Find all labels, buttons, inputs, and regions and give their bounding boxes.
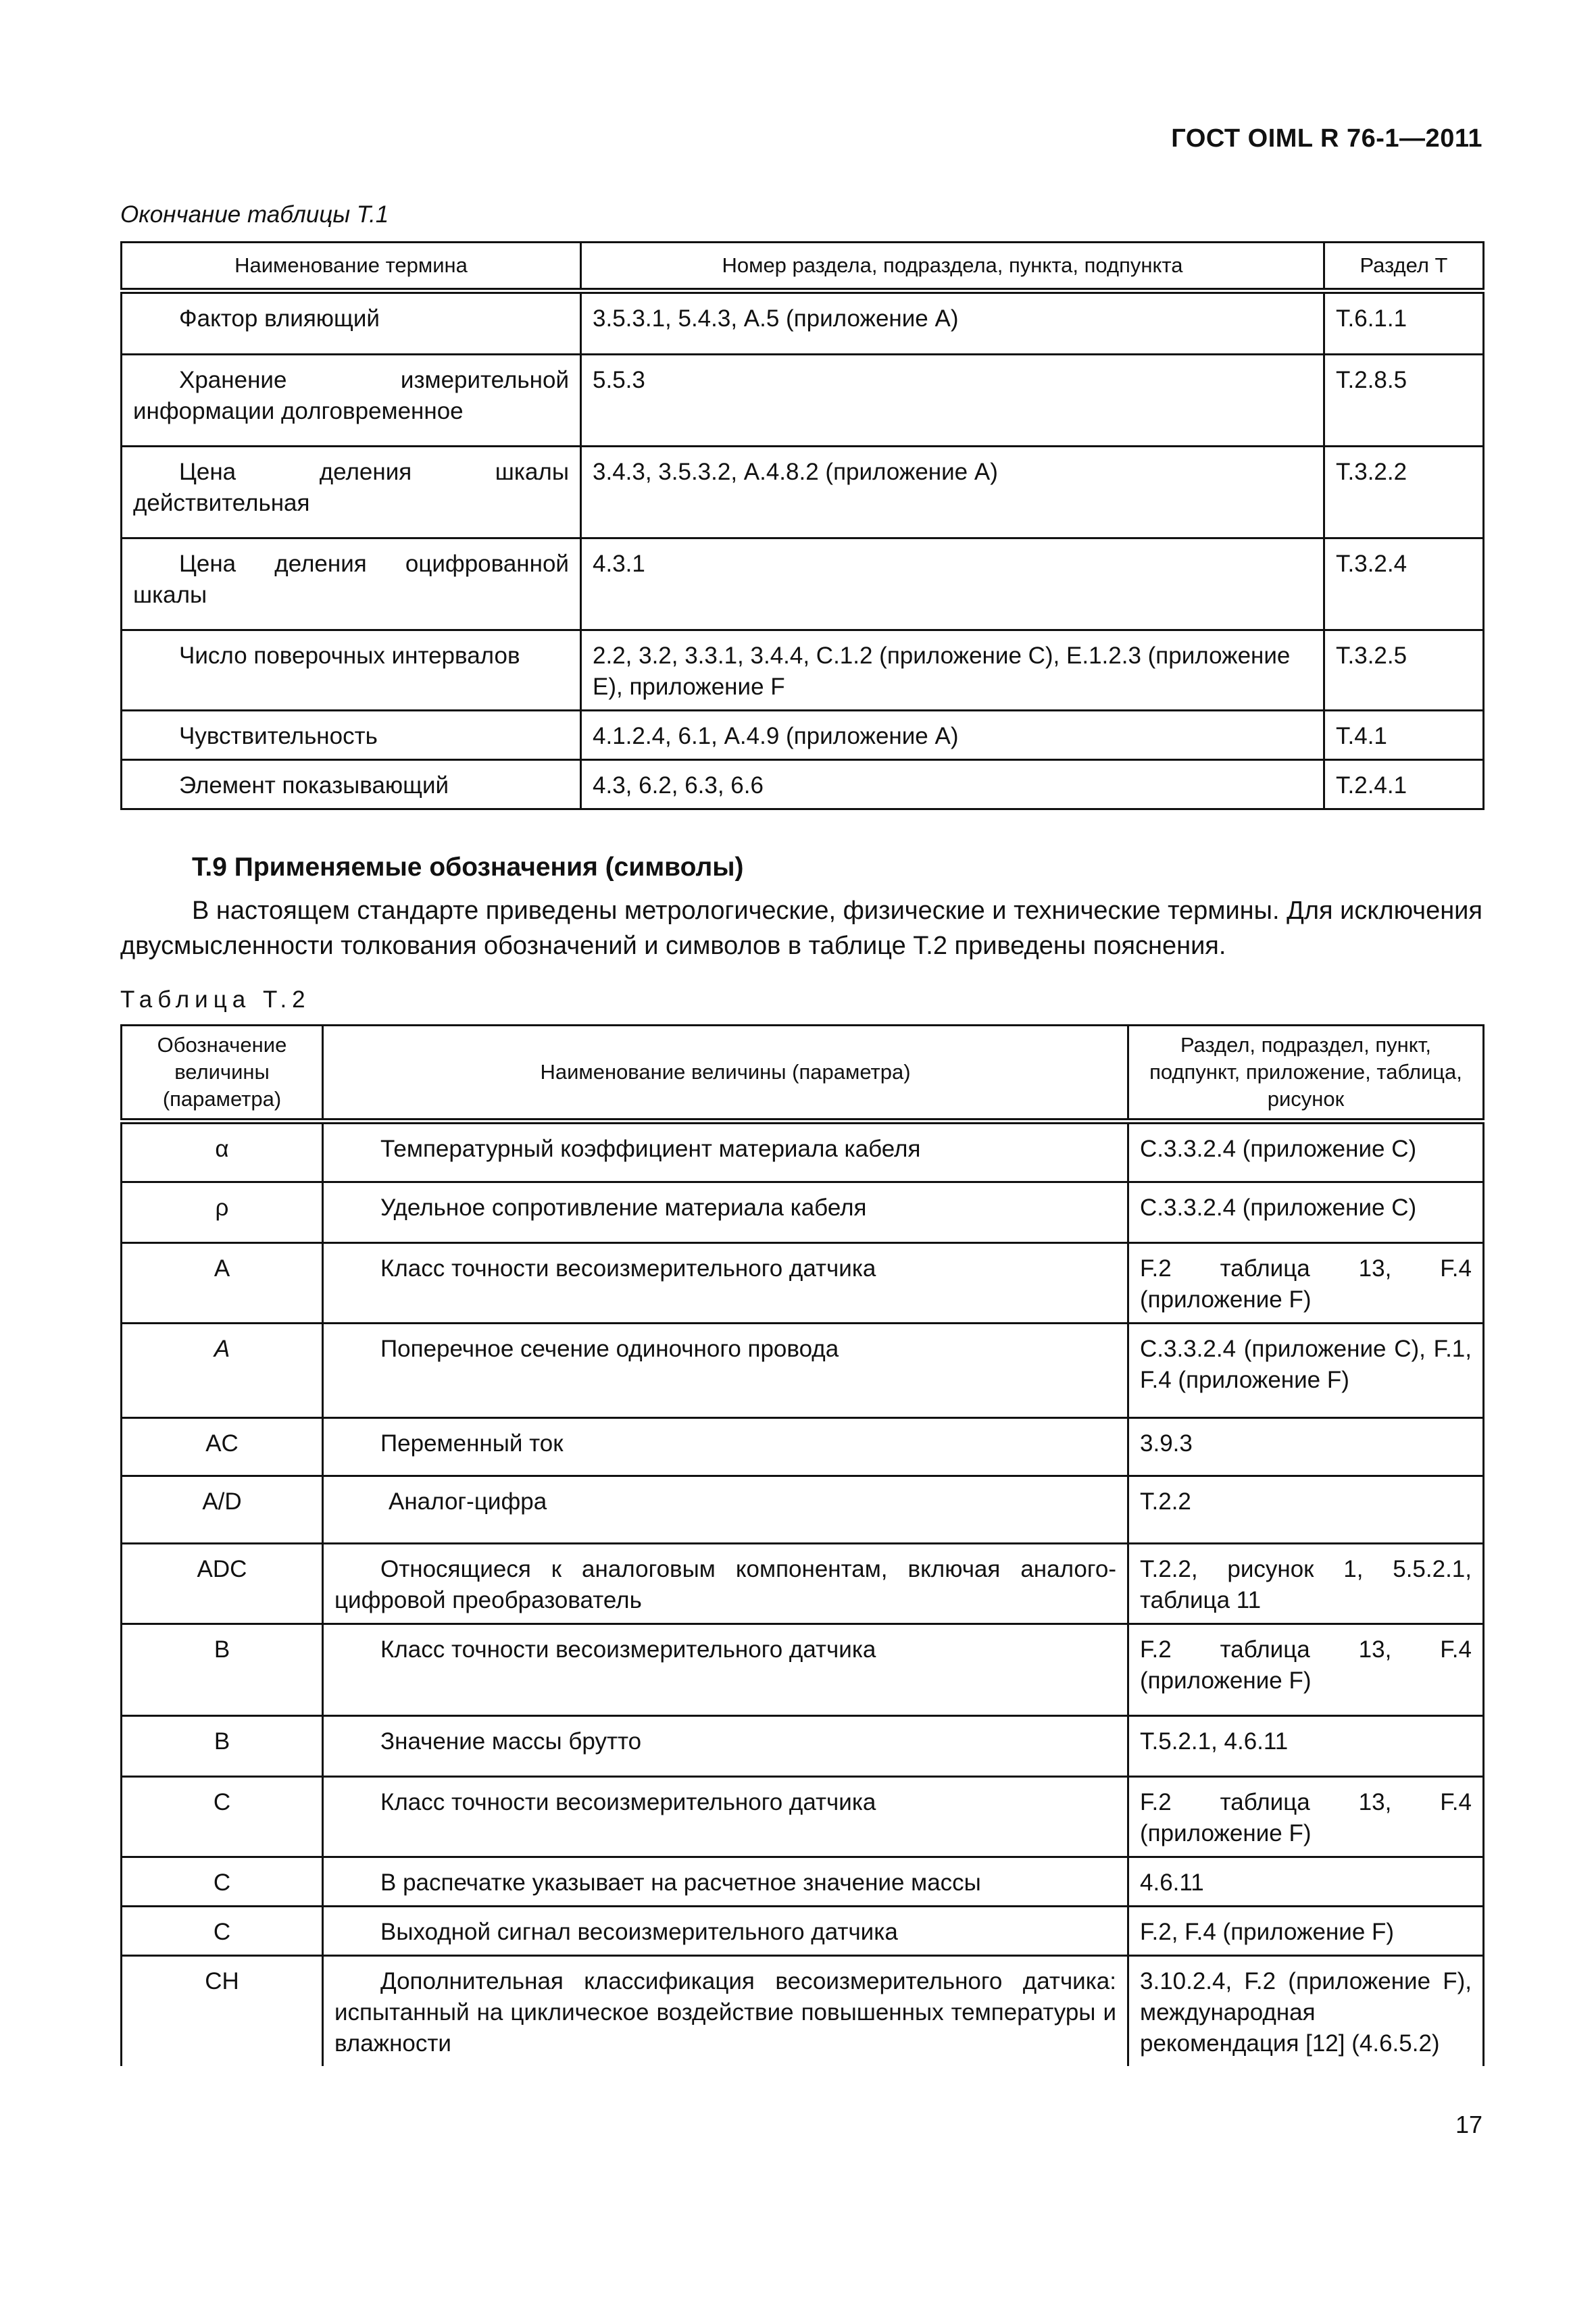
symbol-cell: α [122, 1122, 323, 1182]
name-cell: Класс точности весоизмерительного датчика [323, 1777, 1128, 1857]
ref-cell: 4.6.11 [1128, 1857, 1484, 1907]
table-row [122, 355, 1484, 447]
table-row [122, 447, 1484, 538]
refs-cell: 5.5.3 [581, 355, 1324, 447]
table-row [122, 1182, 1484, 1243]
refs-cell: 3.4.3, 3.5.3.2, А.4.8.2 (приложение А) [581, 447, 1324, 538]
symbol-cell: B [122, 1624, 323, 1716]
ref-cell: F.2 таблица 13, F.4 (приложение F) [1128, 1777, 1484, 1857]
refs-cell: 2.2, 3.2, 3.3.1, 3.4.4, С.1.2 (приложение С), Е.1.2.3 (приложение Е), приложение F [581, 630, 1324, 711]
document-code: ГОСТ OIML R 76-1—2011 [1171, 124, 1482, 153]
table-row [122, 1476, 1484, 1544]
ref-cell: F.2 таблица 13, F.4 (приложение F) [1128, 1243, 1484, 1324]
refs-cell: 4.3.1 [581, 538, 1324, 630]
name-cell: Выходной сигнал весоизмерительного датчика [323, 1907, 1128, 1956]
name-cell: Поперечное сечение одиночного провода [323, 1324, 1128, 1418]
ref-cell: F.2 таблица 13, F.4 (приложение F) [1128, 1624, 1484, 1716]
name-cell: Относящиеся к аналоговым компонентам, включая аналого-цифровой преобразователь [323, 1544, 1128, 1624]
table-t2 [120, 1024, 1485, 2066]
symbol-cell: A [122, 1243, 323, 1324]
term-cell: Хранение измерительной информации долговременное [122, 355, 581, 447]
term-cell: Элемент показывающий [122, 760, 581, 809]
column-header: Раздел Т [1324, 243, 1484, 291]
name-cell: Класс точности весоизмерительного датчика [323, 1243, 1128, 1324]
table-row [122, 1544, 1484, 1624]
refs-cell: 4.1.2.4, 6.1, А.4.9 (приложение А) [581, 711, 1324, 760]
column-header: Номер раздела, подраздела, пункта, подпункта [581, 243, 1324, 291]
ref-cell: Т.5.2.1, 4.6.11 [1128, 1716, 1484, 1777]
ref-cell: С.3.3.2.4 (приложение С), F.1, F.4 (приложение F) [1128, 1324, 1484, 1418]
term-cell: Число поверочных интервалов [122, 630, 581, 711]
term-cell: Чувствительность [122, 711, 581, 760]
name-cell: Удельное сопротивление материала кабеля [323, 1182, 1128, 1243]
table-row [122, 1716, 1484, 1777]
ref-cell: Т.2.2, рисунок 1, 5.5.2.1, таблица 11 [1128, 1544, 1484, 1624]
section-cell: Т.2.8.5 [1324, 355, 1484, 447]
refs-cell: 4.3, 6.2, 6.3, 6.6 [581, 760, 1324, 809]
ref-cell: 3.9.3 [1128, 1418, 1484, 1476]
table-row [122, 760, 1484, 809]
ref-cell: F.2, F.4 (приложение F) [1128, 1907, 1484, 1956]
name-cell: Дополнительная классификация весоизмерительного датчика: испытанный на циклическое воздействие повышенных температуры и влажности [323, 1956, 1128, 2067]
table-header-row [122, 1026, 1484, 1122]
name-cell: Переменный ток [323, 1418, 1128, 1476]
section-cell: Т.3.2.5 [1324, 630, 1484, 711]
table-t1-caption: Окончание таблицы Т.1 [120, 201, 389, 228]
table-row [122, 1418, 1484, 1476]
name-cell: В распечатке указывает на расчетное значение массы [323, 1857, 1128, 1907]
symbol-cell: C [122, 1907, 323, 1956]
name-cell: Значение массы брутто [323, 1716, 1128, 1777]
section-cell: Т.3.2.4 [1324, 538, 1484, 630]
section-title: Т.9 Применяемые обозначения (символы) [192, 853, 744, 882]
symbol-cell: ρ [122, 1182, 323, 1243]
term-cell: Цена деления оцифрованной шкалы [122, 538, 581, 630]
table-row [122, 1956, 1484, 2067]
section-cell: Т.2.4.1 [1324, 760, 1484, 809]
ref-cell: С.3.3.2.4 (приложение С) [1128, 1122, 1484, 1182]
refs-cell: 3.5.3.1, 5.4.3, А.5 (приложение А) [581, 291, 1324, 355]
section-paragraph: В настоящем стандарте приведены метрологические, физические и технические термины. Для исключения двусмысленности толкования обозначений и символов в таблице Т.2 приведены пояснения. [120, 897, 1482, 960]
table-row [122, 1857, 1484, 1907]
symbol-cell: C [122, 1777, 323, 1857]
term-cell: Фактор влияющий [122, 291, 581, 355]
table-header-row [122, 243, 1484, 291]
section-cell: Т.3.2.2 [1324, 447, 1484, 538]
symbol-cell: A/D [122, 1476, 323, 1544]
table-row [122, 711, 1484, 760]
table-row [122, 291, 1484, 355]
page-number: 17 [1455, 2111, 1482, 2138]
symbol-cell: A [122, 1324, 323, 1418]
symbol-cell: ADC [122, 1544, 323, 1624]
table-row [122, 630, 1484, 711]
table-row [122, 1907, 1484, 1956]
ref-cell: С.3.3.2.4 (приложение С) [1128, 1182, 1484, 1243]
section-cell: Т.6.1.1 [1324, 291, 1484, 355]
ref-cell: Т.2.2 [1128, 1476, 1484, 1544]
term-cell: Цена деления шкалы действительная [122, 447, 581, 538]
table-row [122, 1624, 1484, 1716]
column-header: Наименование термина [122, 243, 581, 291]
symbol-cell: C [122, 1857, 323, 1907]
symbol-cell: B [122, 1716, 323, 1777]
table-t2-label: Таблица Т.2 [120, 986, 311, 1013]
symbol-cell: AC [122, 1418, 323, 1476]
table-row [122, 1324, 1484, 1418]
column-header: Раздел, подраздел, пункт, подпункт, приложение, таблица, рисунок [1128, 1026, 1484, 1122]
symbol-cell: CH [122, 1956, 323, 2067]
table-t1 [120, 241, 1485, 810]
table-row [122, 1122, 1484, 1182]
table-row [122, 538, 1484, 630]
name-cell: Температурный коэффициент материала кабеля [323, 1122, 1128, 1182]
table-row [122, 1777, 1484, 1857]
ref-cell: 3.10.2.4, F.2 (приложение F), международная рекомендация [12] (4.6.5.2) [1128, 1956, 1484, 2067]
section-cell: Т.4.1 [1324, 711, 1484, 760]
name-cell: Аналог-цифра [323, 1476, 1128, 1544]
column-header: Обозначение величины (параметра) [122, 1026, 323, 1122]
table-row [122, 1243, 1484, 1324]
column-header: Наименование величины (параметра) [323, 1026, 1128, 1122]
name-cell: Класс точности весоизмерительного датчика [323, 1624, 1128, 1716]
